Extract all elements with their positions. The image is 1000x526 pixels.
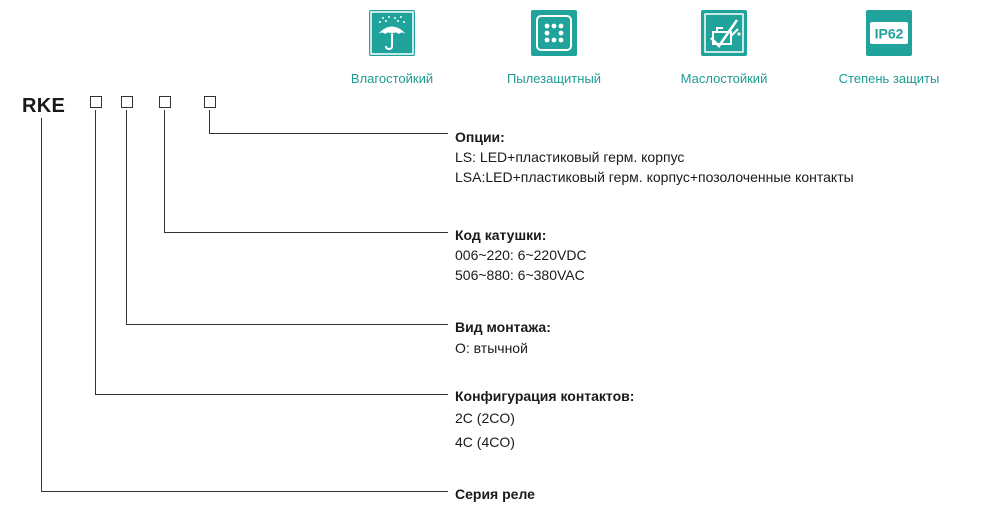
contacts-line: 4C (4CO) <box>455 434 515 450</box>
options-heading: Опции: <box>455 129 505 145</box>
options-line: LS: LED+пластиковый герм. корпус <box>455 149 685 165</box>
code-slot-contacts <box>90 96 102 108</box>
badge-label-moisture: Влагостойкий <box>350 71 434 86</box>
mounting-line: O: втычной <box>455 340 528 356</box>
connector-options <box>210 110 449 134</box>
coil-heading: Код катушки: <box>455 227 547 243</box>
coil-line: 506~880: 6~380VAC <box>455 267 585 283</box>
coil-line: 006~220: 6~220VDC <box>455 247 587 263</box>
badge-label-dust: Пылезащитный <box>506 71 602 86</box>
connector-mounting <box>127 110 449 325</box>
contacts-line: 2C (2CO) <box>455 410 515 426</box>
options-line: LSA:LED+пластиковый герм. корпус+позолоченные контакты <box>455 169 854 185</box>
badge-label-oil: Маслостойкий <box>680 71 768 86</box>
badge-label-protection: Степень защиты <box>838 71 940 86</box>
ip62-text: IP62 <box>874 25 904 42</box>
connector-coil <box>165 110 449 233</box>
code-slot-options <box>204 96 216 108</box>
contacts-heading: Конфигурация контактов: <box>455 388 635 404</box>
connector-series <box>42 118 449 492</box>
code-slot-coil <box>159 96 171 108</box>
mounting-heading: Вид монтажа: <box>455 319 551 335</box>
connector-contacts <box>96 110 449 395</box>
code-slot-mounting <box>121 96 133 108</box>
series-heading: Серия реле <box>455 486 535 502</box>
product-code-prefix: RKE <box>22 95 66 117</box>
